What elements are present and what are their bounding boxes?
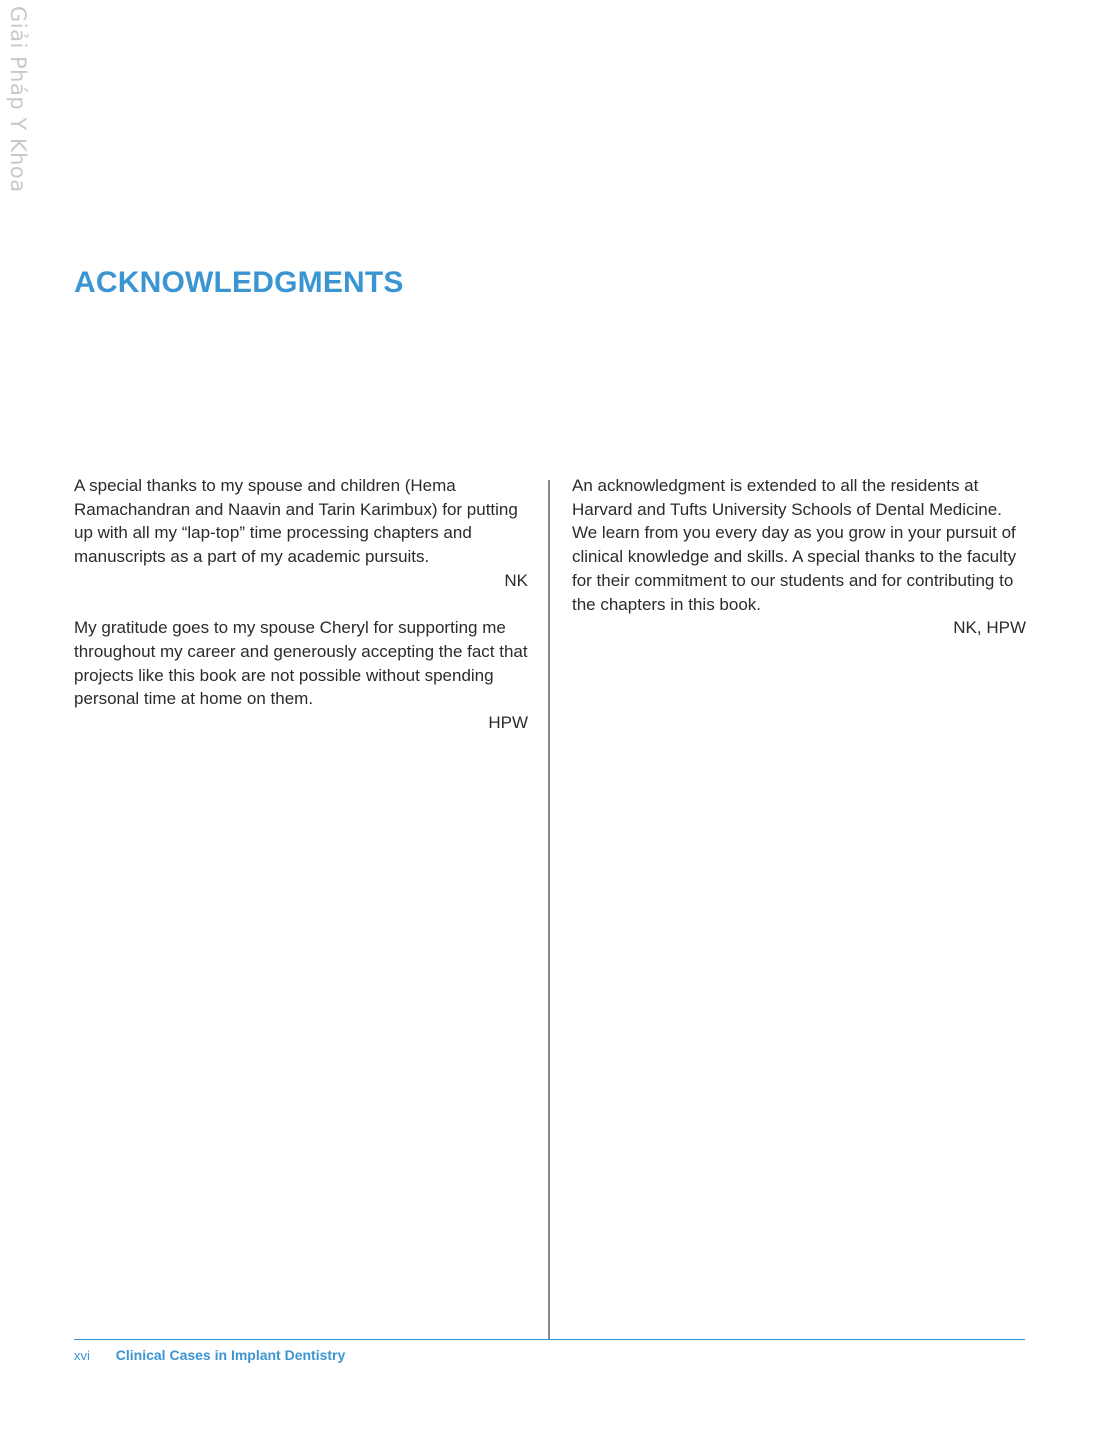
page-number: xvi (74, 1348, 90, 1363)
left-paragraph-1: A special thanks to my spouse and children (Hema Ramachandran and Naavin and Tarin Karimbux) for putting up with all my “lap-top” time processing chapters and manuscripts as a part of my academic pursuits. (74, 476, 518, 567)
running-book-title: Clinical Cases in Implant Dentistry (115, 1347, 346, 1363)
page-title: ACKNOWLEDGMENTS (74, 266, 404, 299)
left-signature-2: HPW (488, 713, 528, 733)
right-paragraph-1: An acknowledgment is extended to all the residents at Harvard and Tufts University Schools of Dental Medicine. We learn from you every day as you grow in your pursuit of clinical knowledge and skills. A special thanks to the faculty for their commitment to our students and for contributing to the chapters in this book. (572, 476, 1017, 614)
left-column (74, 474, 528, 735)
left-signature-1: NK (504, 570, 528, 590)
watermark: Giải Pháp Y Khoa (6, 6, 30, 193)
column-divider (548, 480, 550, 1340)
paragraph-spacer (74, 593, 528, 617)
left-paragraph-2: My gratitude goes to my spouse Cheryl for supporting me throughout my career and generously accepting the fact that projects like this book are not possible without spending personal time at home on them. (74, 618, 528, 709)
right-signature-1: NK, HPW (953, 618, 1026, 638)
right-column (572, 474, 1026, 640)
footer-rule (74, 1339, 1025, 1340)
page-footer (74, 1347, 345, 1363)
